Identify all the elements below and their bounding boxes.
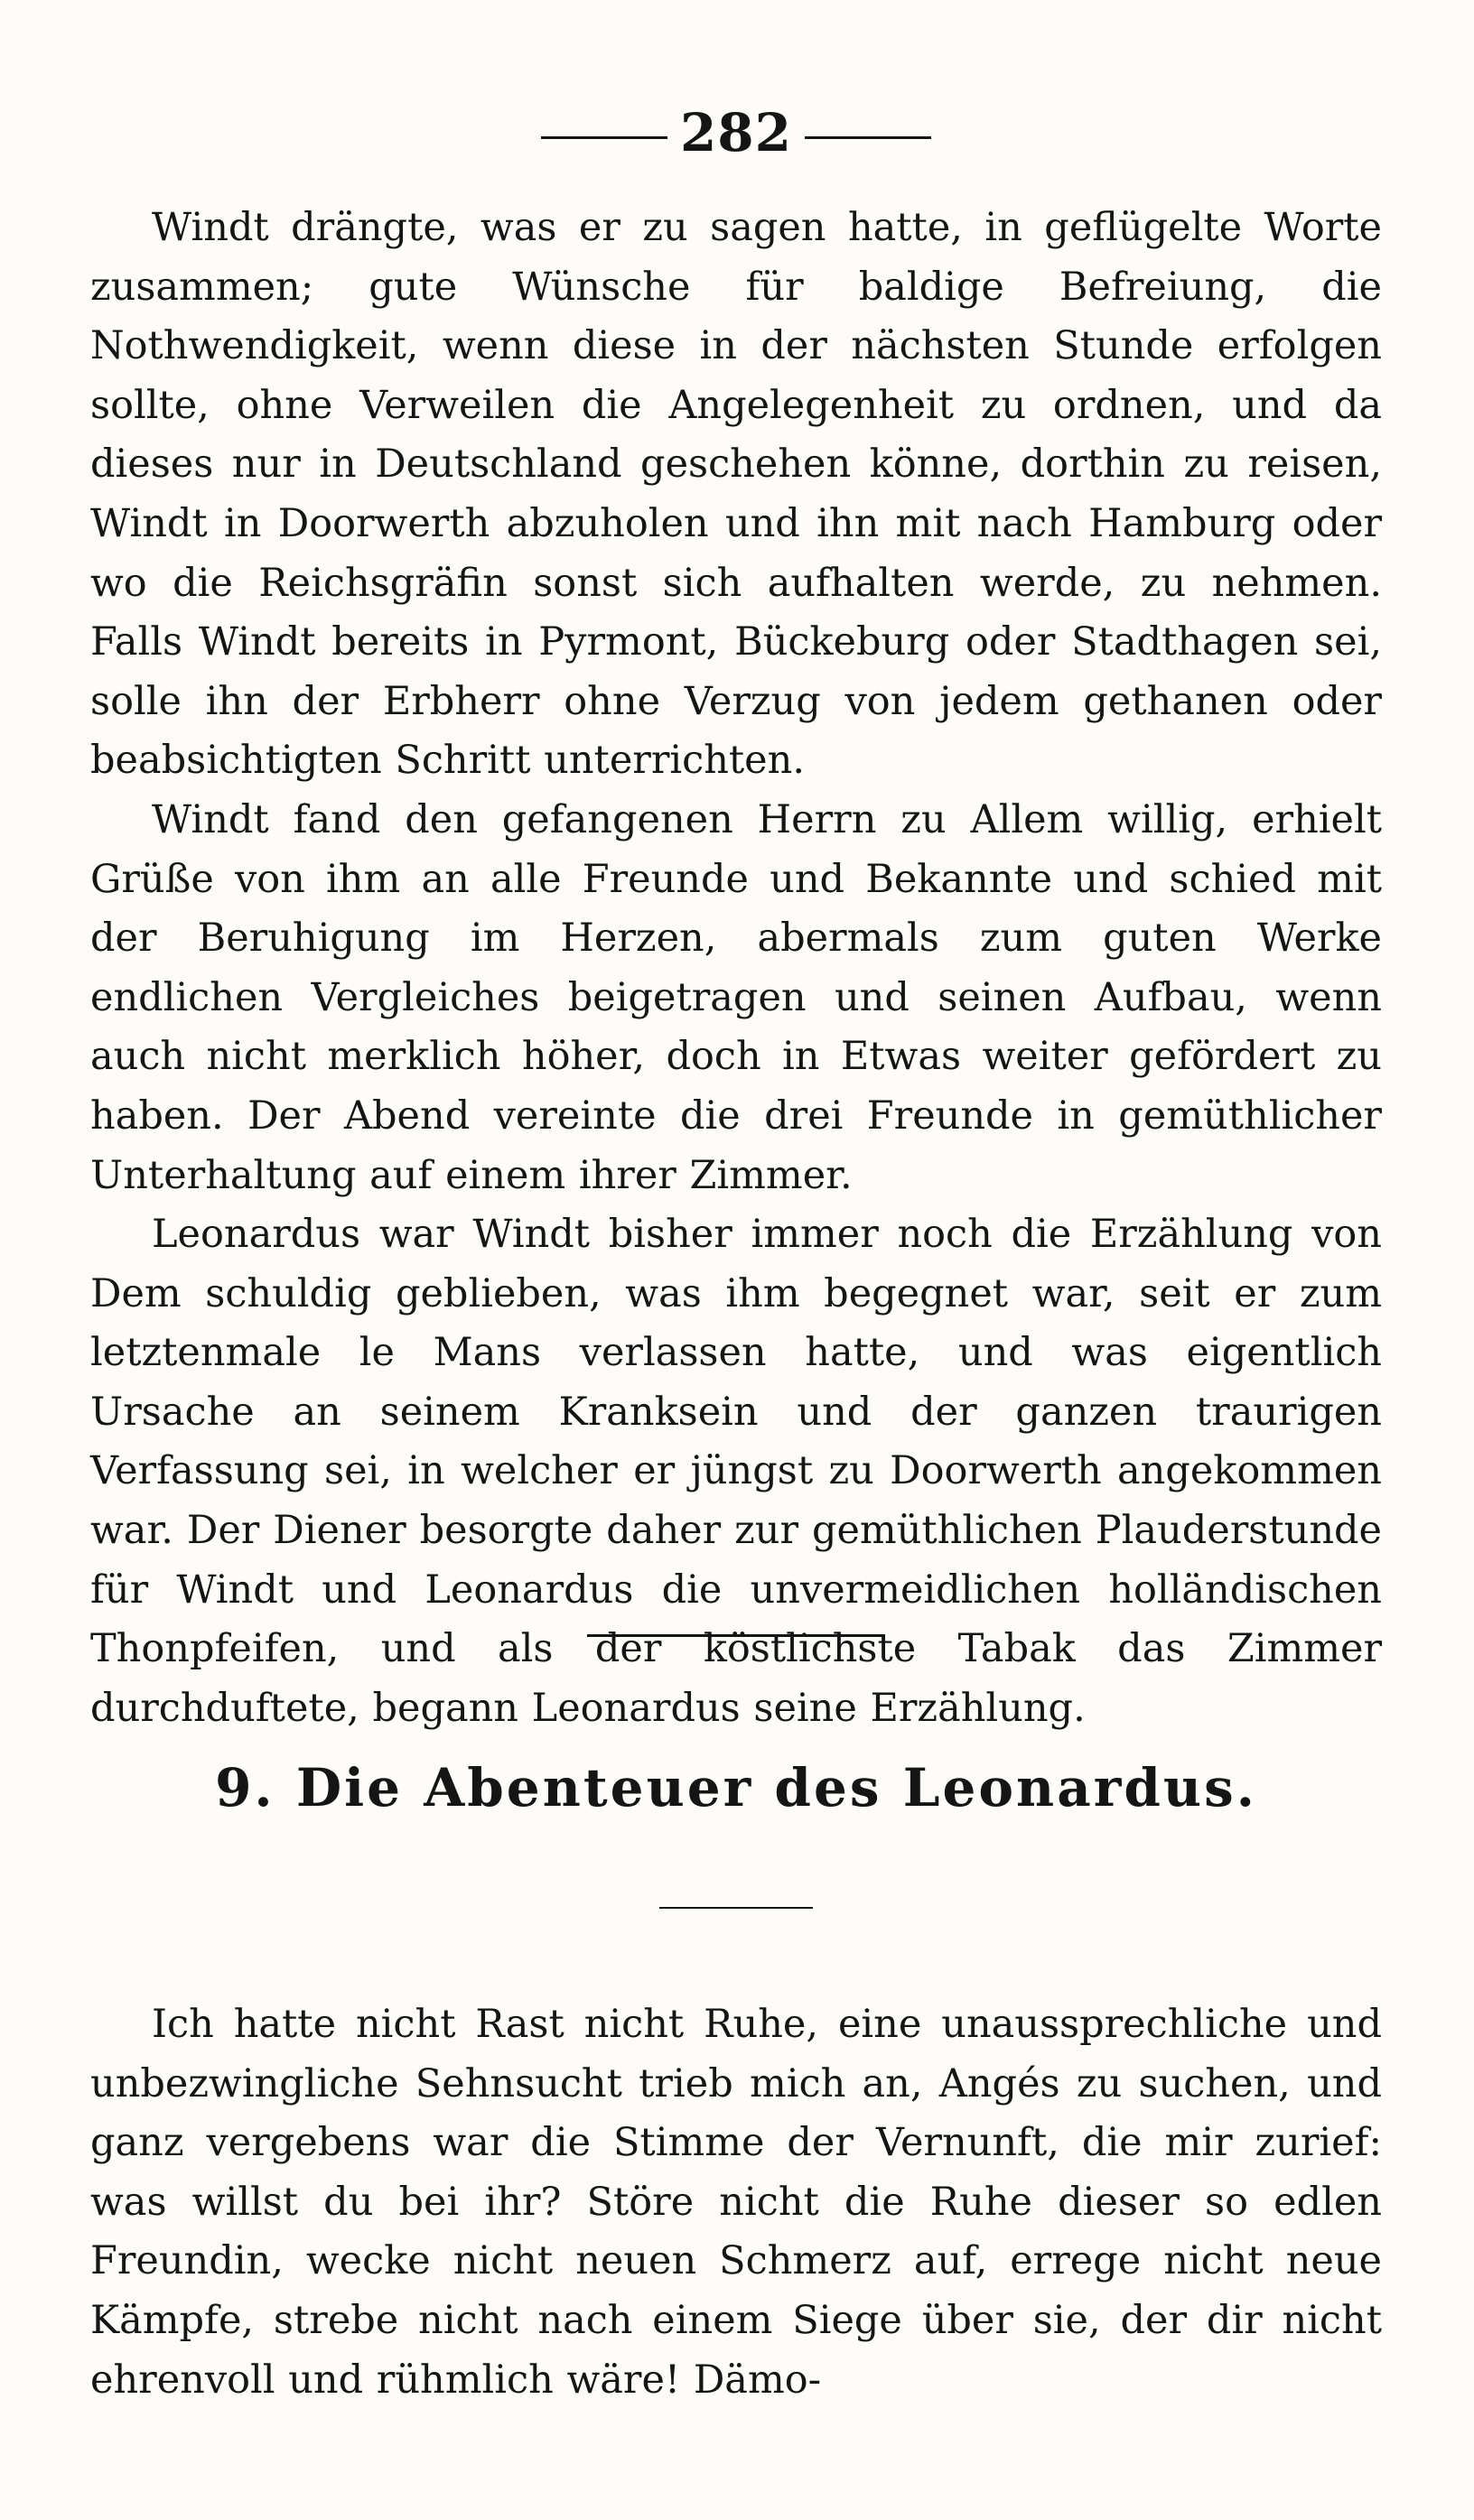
chapter-title: Die Abenteuer des Leonardus. — [295, 1757, 1257, 1818]
chapter-heading — [90, 1756, 1382, 1819]
page-number: 282 — [679, 102, 793, 163]
chapter-text — [90, 1995, 1382, 2410]
chapter-heading-rule — [659, 1907, 813, 1909]
page-number-dash-right — [805, 136, 931, 139]
body-text — [90, 199, 1382, 1738]
chapter-number: 9. — [215, 1757, 275, 1818]
page-number-header — [90, 101, 1382, 164]
paragraph-1: Windt drängte, was er zu sagen hatte, in geflügelte Worte zusammen; gute Wünsche für baldige Befreiung, die Nothwendigkeit, wenn diese in der nächsten Stunde erfolgen sollte, ohne Verweilen die Angelegenheit zu ordnen, und da dieses nur in Deutschland geschehen könne, dorthin zu reisen, Windt in Doorwerth abzuholen und ihn mit nach Hamburg oder wo die Reichsgräfin sonst sich aufhalten werde, zu nehmen. Falls Windt bereits in Pyrmont, Bückeburg oder Stadthagen sei, solle ihn der Erbherr ohne Verzug von jedem gethanen oder beabsichtigten Schritt unterrichten. — [90, 205, 1382, 784]
book-page — [90, 90, 1382, 2483]
paragraph-3: Leonardus war Windt bisher immer noch die Erzählung von Dem schuldig geblieben, was ihm begegnet war, seit er zum letztenmale le Mans verlassen hatte, und was eigentlich Ursache an seinem Kranksein und der ganzen traurigen Verfassung sei, in welcher er jüngst zu Doorwerth angekommen war. Der Diener besorgte daher zur gemüthlichen Plauderstunde für Windt und Leonardus die unvermeidlichen holländischen Thonpfeifen, und als der köstlichste Tabak das Zimmer durchduftete, begann Leonardus seine Erzählung. — [90, 1212, 1382, 1731]
section-divider-rule — [587, 1634, 885, 1637]
page-number-dash-left — [541, 136, 667, 139]
paragraph-2: Windt fand den gefangenen Herrn zu Allem willig, erhielt Grüße von ihm an alle Freunde und Bekannte und schied mit der Beruhigung im Herzen, abermals zum guten Werke endlichen Vergleiches beigetragen und seinen Aufbau, wenn auch nicht merklich höher, doch in Etwas weiter gefördert zu haben. Der Abend vereinte die drei Freunde in gemüthlicher Unterhaltung auf einem ihrer Zimmer. — [90, 796, 1382, 1198]
chapter-paragraph-1: Ich hatte nicht Rast nicht Ruhe, eine unaussprechliche und unbezwingliche Sehnsucht trieb mich an, Angés zu suchen, und ganz vergebens war die Stimme der Vernunft, die mir zurief: was willst du bei ihr? Störe nicht die Ruhe dieser so edlen Freundin, wecke nicht neuen Schmerz auf, errege nicht neue Kämpfe, strebe nicht nach einem Siege über sie, der dir nicht ehrenvoll und rühmlich wäre! Dämo- — [90, 2002, 1382, 2403]
